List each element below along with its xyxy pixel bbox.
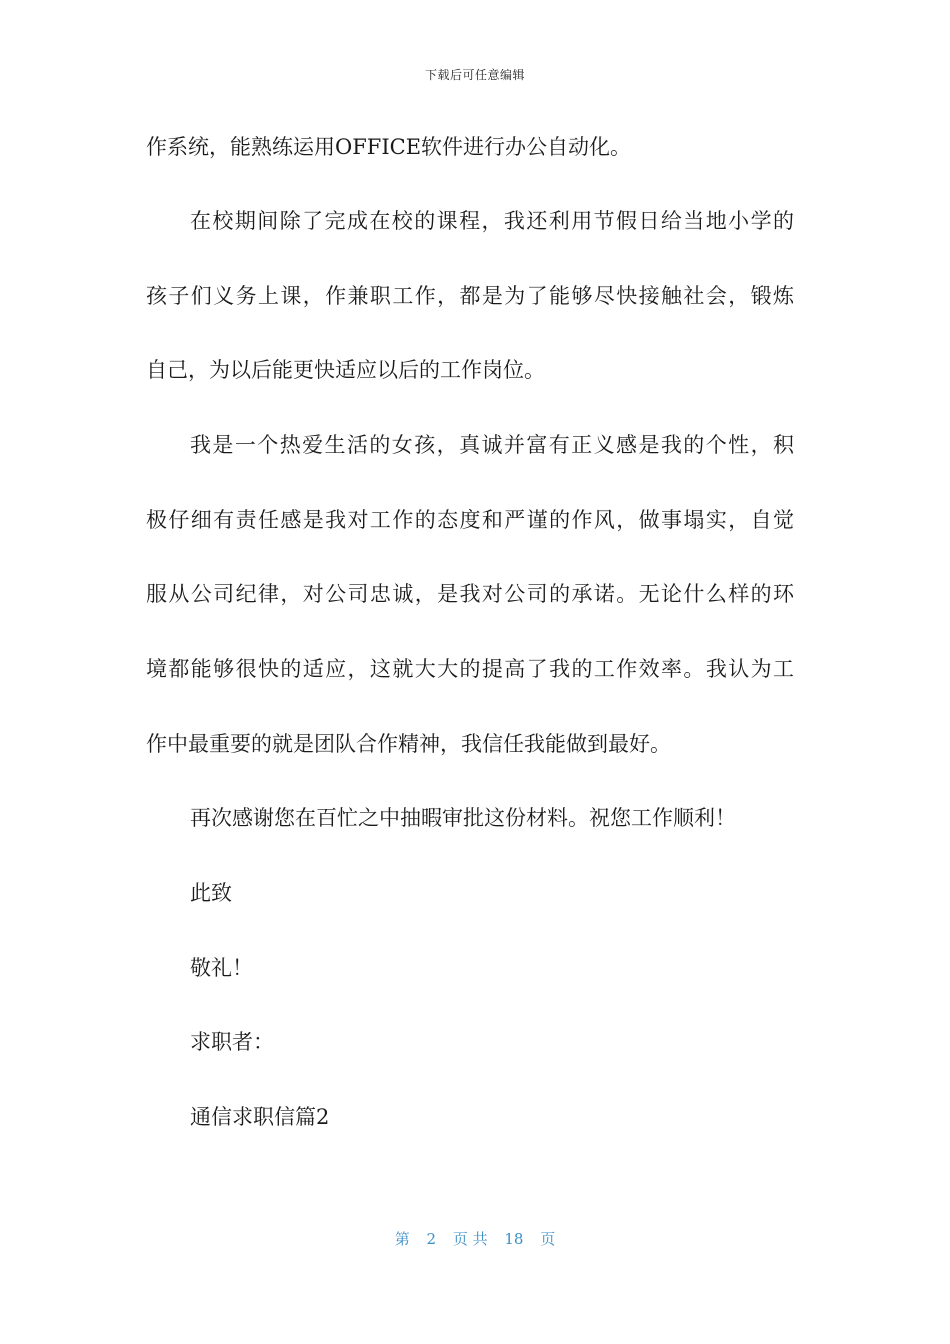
body-line: 境都能够很快的适应，这就大大的提高了我的工作效率。我认为工: [146, 657, 794, 681]
footer-total-pages: 18: [504, 1230, 524, 1248]
header-note: 下载后可任意编辑: [424, 68, 525, 82]
footer-suffix: 页: [540, 1230, 556, 1248]
footer-page-number: 2: [426, 1230, 437, 1248]
signature-label: 求职者：: [190, 1030, 274, 1054]
body-line: 再次感谢您在百忙之中抽暇审批这份材料。祝您工作顺利！: [190, 806, 736, 830]
body-line: 极仔细有责任感是我对工作的态度和严谨的作风，做事塌实，自觉: [146, 508, 794, 532]
body-line: 作中最重要的就是团队合作精神，我信任我能做到最好。: [146, 732, 671, 756]
page-footer: [0, 1228, 950, 1249]
footer-middle: 页 共: [452, 1230, 488, 1248]
body-line: 作系统，能熟练运用OFFICE软件进行办公自动化。: [146, 135, 632, 159]
body-line: 服从公司纪律，对公司忠诚，是我对公司的承诺。无论什么样的环: [146, 582, 794, 606]
body-line: 在校期间除了完成在校的课程，我还利用节假日给当地小学的: [190, 209, 794, 233]
footer-prefix: 第: [394, 1230, 410, 1248]
body-line: 我是一个热爱生活的女孩，真诚并富有正义感是我的个性，积: [190, 433, 794, 457]
section-heading: 通信求职信篇2: [190, 1105, 330, 1129]
closing-regards: 敬礼！: [190, 956, 253, 980]
closing-salutation: 此致: [190, 881, 232, 905]
body-line: 自己，为以后能更快适应以后的工作岗位。: [146, 358, 545, 382]
body-line: 孩子们义务上课，作兼职工作，都是为了能够尽快接触社会，锻炼: [146, 284, 794, 308]
